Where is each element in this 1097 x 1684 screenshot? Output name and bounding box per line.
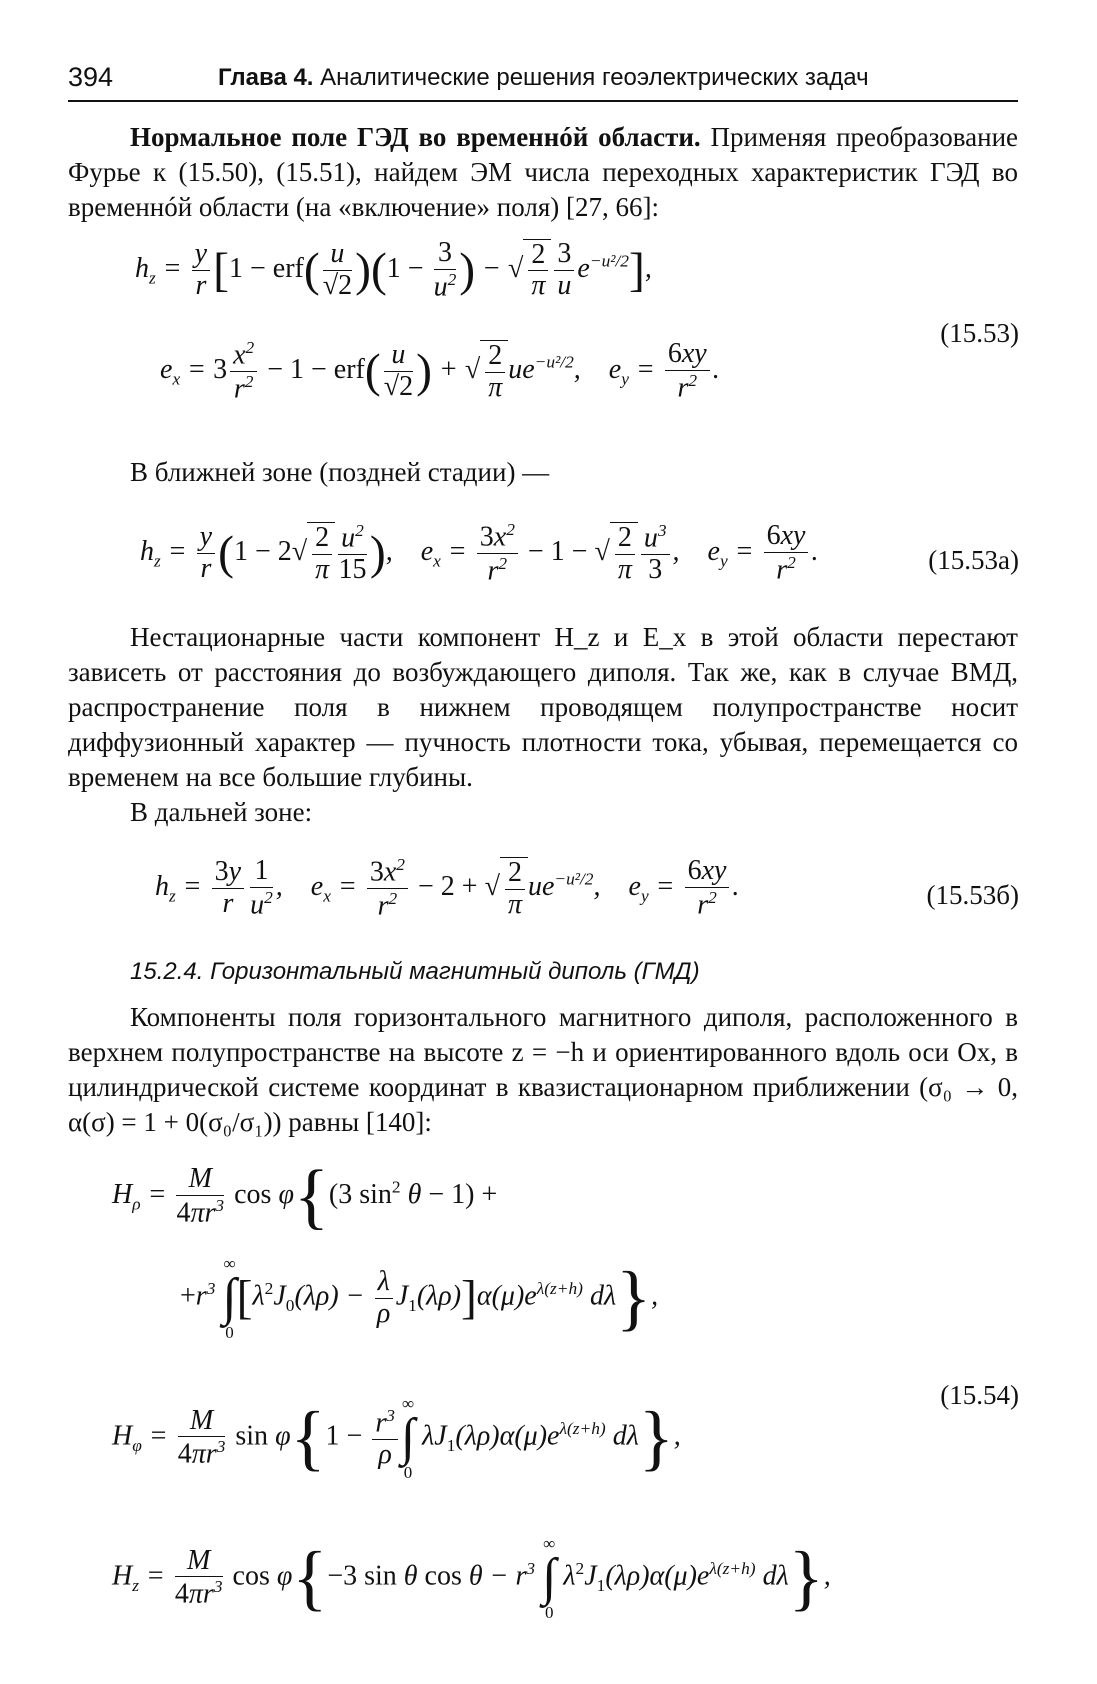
equation-ex-ey-1553: $e_x = 3$ $\frac{x^2}{r^2}$ − 1 − erf( $\frac{u}{√2}$ ) + √ $\frac{2}{\pi}$ $ue^{-u^2/2}$, $e_y$ = $\frac{6xy}{r^2}$ .	[160, 338, 720, 405]
equation-number-1554: (15.54)	[940, 1380, 1019, 1410]
equation-number-1553b: (15.53б)	[926, 880, 1019, 910]
paragraph-2-text: В ближней зоне (поздней стадии) —	[130, 457, 550, 487]
paragraph-4	[68, 795, 1018, 830]
paragraph-5	[68, 1000, 1018, 1140]
paragraph-3-text: Нестационарные части компонент H_z и E_x в этой области перестают зависеть от расстояния до возбуждающего диполя. Так же, как в случае ВМД, распространение поля в нижнем проводящем полупространстве носит диффузионный характер — пучность плотности тока, убывая, перемещается со временем на все большие глубины.	[68, 622, 1018, 792]
section-title: 15.2.4. Горизонтальный магнитный диполь (ГМД)	[130, 958, 700, 985]
paragraph-2	[68, 455, 1018, 490]
chapter-title: Аналитические решения геоэлектрических задач	[320, 64, 869, 91]
equation-1553b: $h_z$ = $\frac{3y}{r}$ $\frac{1}{u^2}$ , $e_x$ = $\frac{3x^2}{r^2}$ − 2 + √ $\frac{2}{\pi}$ $ue^{-u^2/2}$, $e_y$ = $\frac{6xy}{r^2}$ .	[155, 855, 740, 922]
page-header	[68, 62, 1018, 102]
equation-number-1553a: (15.53а)	[928, 545, 1019, 575]
equation-h-phi: $H_\varphi$ = $\frac{M}{4\pi r^3}$ sin φ{1 − $\frac{r^3}{\rho}$ ∞ ∫ 0 $\lambda J_1(\lambda\rho)\alpha(\mu)e^{\lambda(z+h)}$ dλ},	[112, 1394, 681, 1482]
equation-number-1553: (15.53)	[940, 318, 1019, 348]
page-number: 394	[68, 62, 114, 92]
paragraph-4-text: В дальней зоне:	[130, 797, 313, 827]
equation-h-rho-line2: $+r^3$ ∞ ∫ 0 [$\lambda^2J_0(\lambda\rho)$ − $\frac{\lambda}{\rho}$ $J_1(\lambda\rho)]\alpha(\mu)e^{\lambda(z+h)}$ dλ},	[180, 1254, 659, 1342]
paragraph-1-text: Применяя преобразование Фурье к (15.50), (15.51), найдем ЭМ числа переходных характеристик ГЭД во временнóй области (на «включение» поля) [27, 66]:	[68, 122, 1019, 222]
equation-hz-1553: $h_z$ = $\frac{y}{r}$ [1 − erf( $\frac{u}{√2}$ )(1 − $\frac{3}{u^2}$ ) − √ $\frac{2}{\pi}$ $\frac{3}{u}$ $e^{-u^2/2}$],	[135, 237, 652, 303]
paragraph-1	[68, 120, 1018, 225]
paragraph-5-text: Компоненты поля горизонтального магнитного диполя, расположенного в верхнем полупространстве на высоте z = −h и ориентированного вдоль оси Ox, в цилиндрической системе координат в квазистационарном приближении (σ₀ → 0, α(σ) = 1 + 0(σ₀/σ₁)) равны [140]:	[68, 1002, 1018, 1137]
paragraph-3	[68, 620, 1018, 795]
equation-1553a: $h_z$ = $\frac{y}{r}$ (1 − 2√ $\frac{2}{\pi}$ $\frac{u^2}{15}$ ), $e_x$ = $\frac{3x^2}{r^2}$ − 1 − √ $\frac{2}{\pi}$ $\frac{u^3}{3}$ , $e_y$ = $\frac{6xy}{r^2}$ .	[140, 520, 819, 587]
equation-h-rho-line1: $H_\rho$ = $\frac{M}{4\pi r^3}$ cos φ{(3 $\sin^2 \theta - 1$) +	[112, 1155, 498, 1236]
equation-h-z: $H_z$ = $\frac{M}{4\pi r^3}$ cos φ{−3 sin θ $\cos \theta - r^3$ ∞ ∫ 0 $\lambda^2J_1(\lambda\rho)\alpha(\mu)e^{\lambda(z+h)}$ dλ},	[112, 1534, 831, 1622]
running-title	[218, 64, 869, 92]
paragraph-heading: Нормальное поле ГЭД во временнóй области.	[130, 122, 701, 152]
chapter-label: Глава 4.	[218, 64, 314, 91]
